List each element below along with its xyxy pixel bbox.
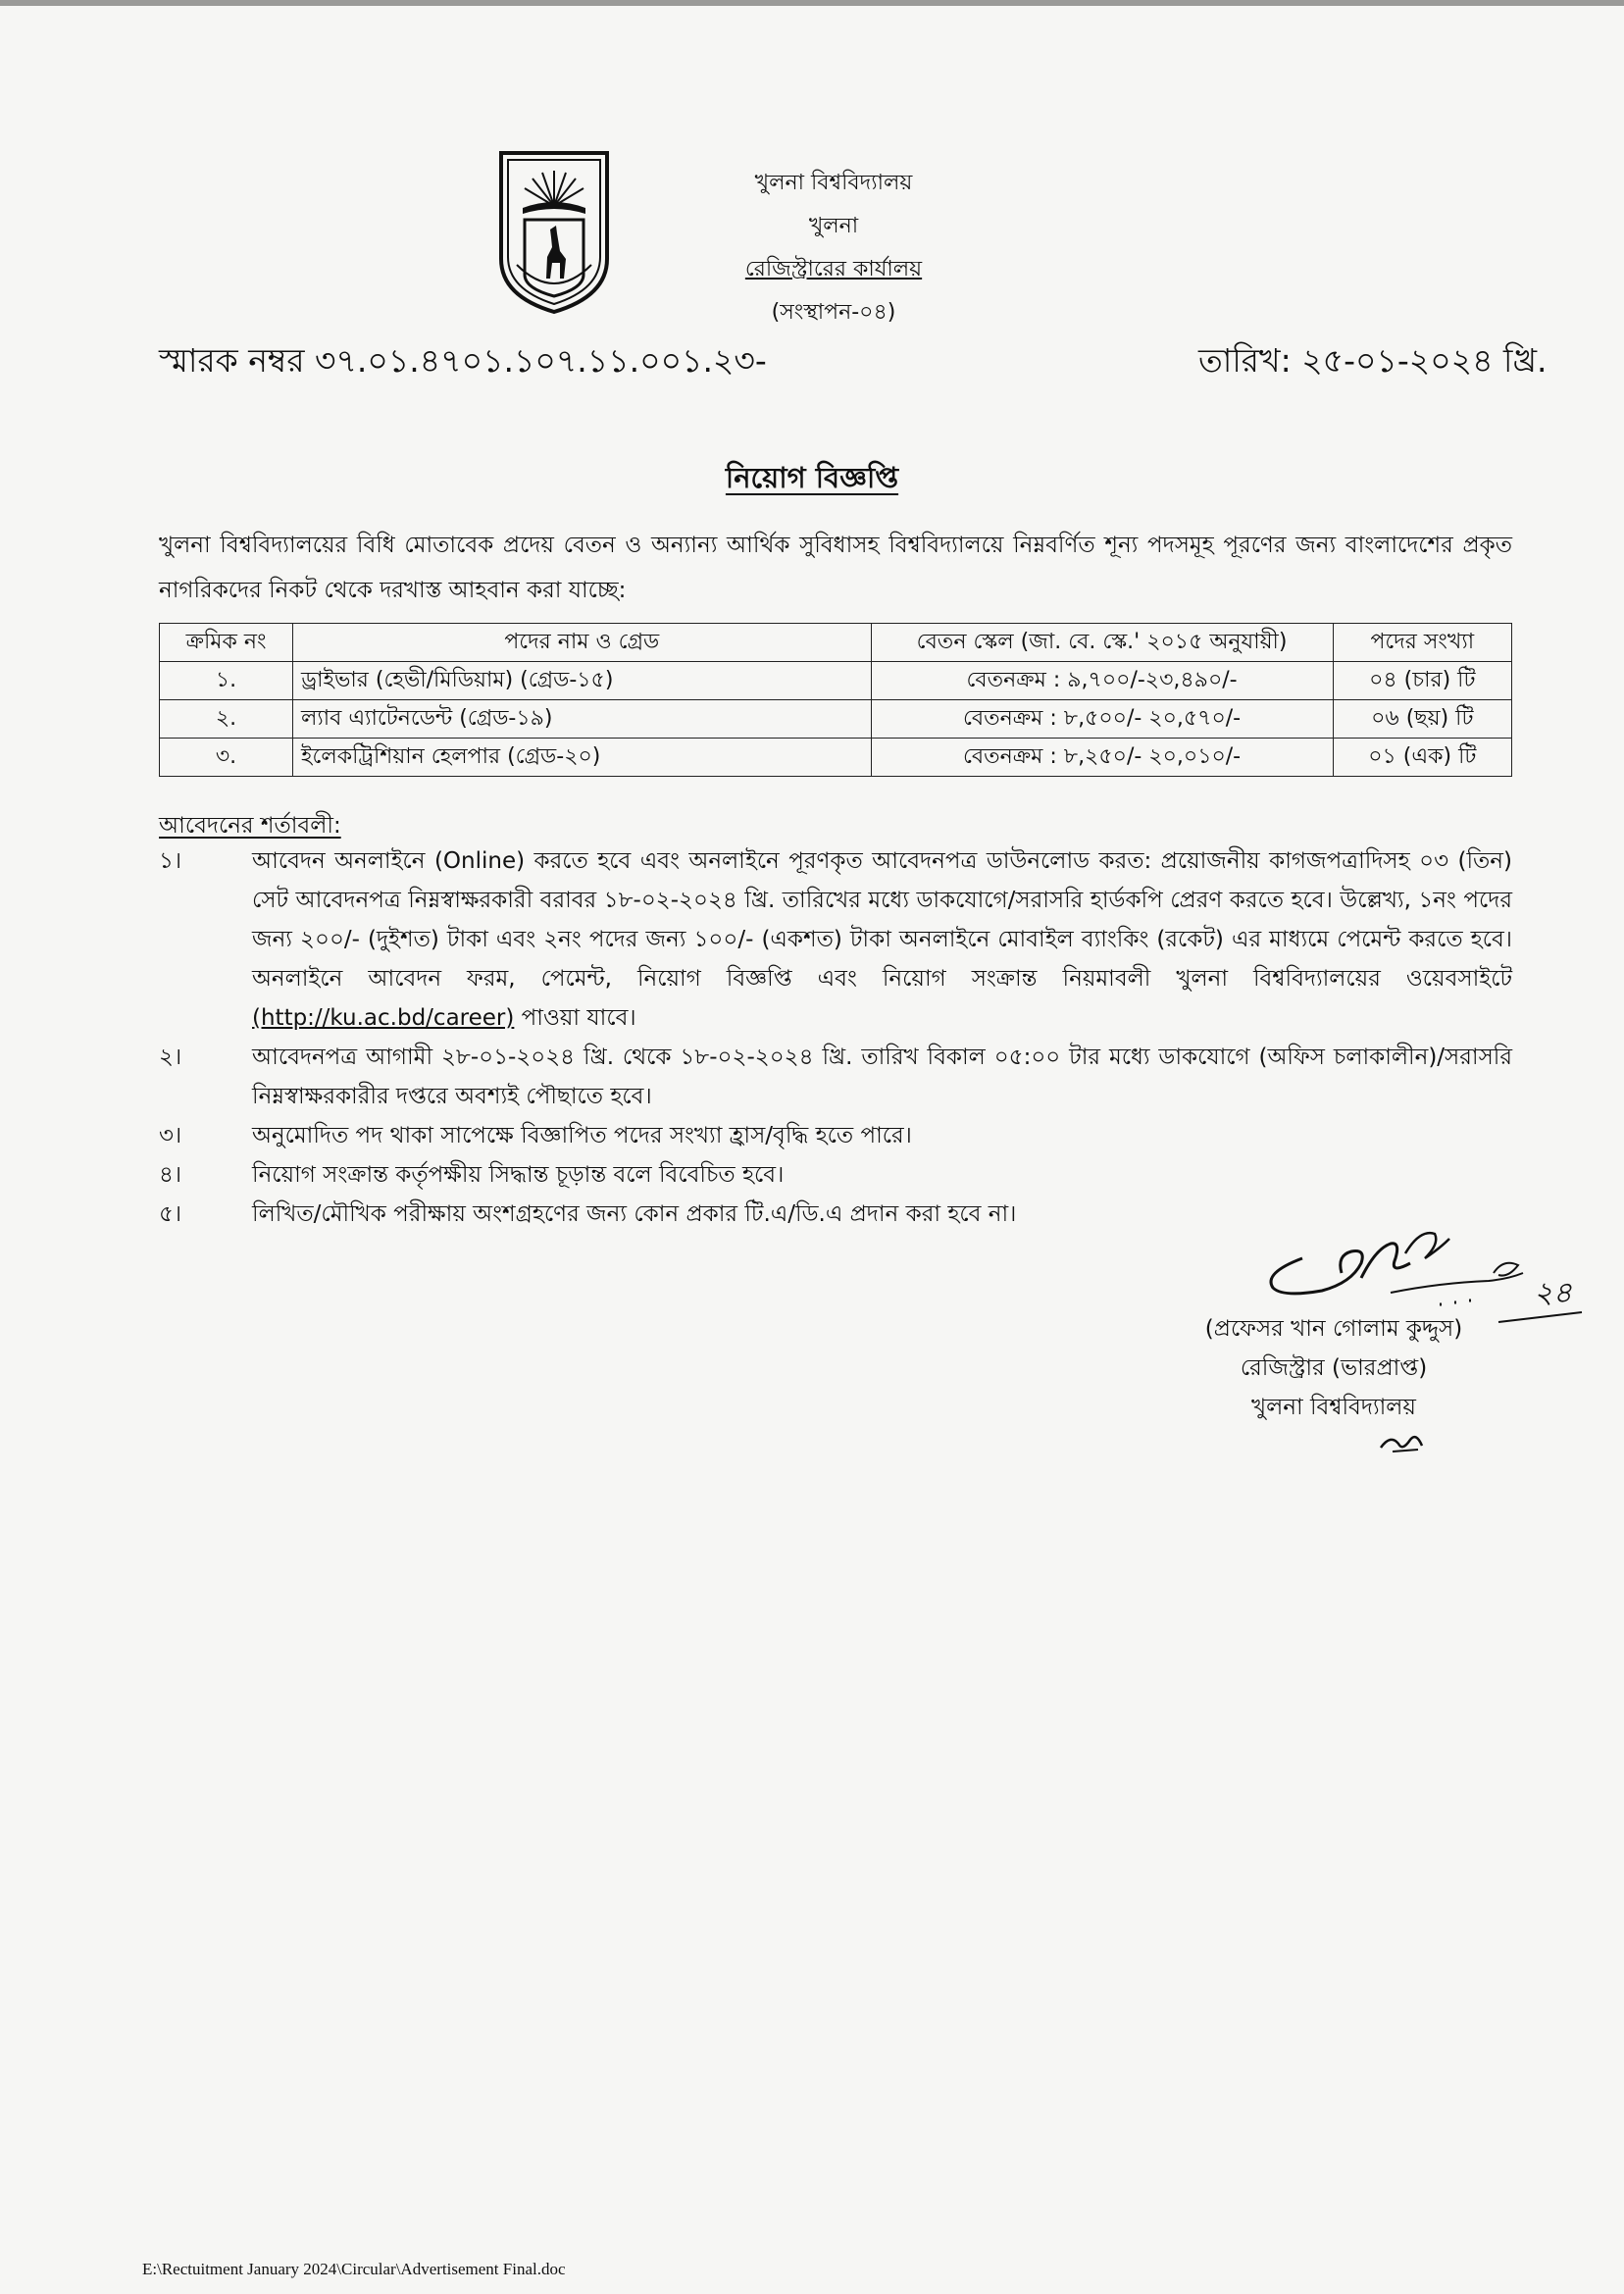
scan-edge [0, 0, 1624, 6]
row-post-name: ইলেকট্রিশিয়ান হেলপার (গ্রেড-২০) [293, 739, 872, 777]
row-serial: ১. [160, 662, 293, 700]
notice-title [0, 456, 1624, 504]
header-post-name: পদের নাম ও গ্রেড [293, 624, 872, 662]
condition-text: অনুমোদিত পদ থাকা সাপেক্ষে বিজ্ঞাপিত পদের সংখ্যা হ্রাস/বৃদ্ধি হতে পারে। [252, 1123, 912, 1148]
condition-number: ৫। [159, 1201, 182, 1227]
initials-mark-icon [1373, 1424, 1432, 1459]
notice-title-text: নিয়োগ বিজ্ঞপ্তি [725, 461, 899, 494]
header-post-count: পদের সংখ্যা [1333, 624, 1511, 662]
section-name: (সংস্থাপন-০৪) [771, 300, 896, 325]
conditions-heading: আবেদনের শর্তাবলী: [159, 813, 341, 839]
row-post-name: ল্যাব এ্যাটেনডেন্ট (গ্রেড-১৯) [293, 700, 872, 739]
signatory-designation: রেজিস্ট্রার (ভারপ্রাপ্ত) [1240, 1355, 1428, 1381]
row-serial: ৩. [160, 739, 293, 777]
condition-number: ৩। [159, 1123, 182, 1148]
posts-table [159, 623, 1512, 777]
office-name: রেজিস্ট্রারের কার্যালয় [744, 257, 923, 281]
condition-item [159, 841, 1512, 1038]
row-pay-scale: বেতনক্রম : ৮,৫০০/- ২০,৫৭০/- [871, 700, 1333, 739]
signatory-university: খুলনা বিশ্ববিদ্যালয় [1251, 1395, 1416, 1420]
condition-text: লিখিত/মৌখিক পরীক্ষায় অংশগ্রহণের জন্য কোন প্রকার টি.এ/ডি.এ প্রদান করা হবে না। [252, 1201, 1017, 1227]
table-row [160, 662, 1512, 700]
header-pay-scale: বেতন স্কেল (জা. বে. স্কে.' ২০১৫ অনুযায়ী) [871, 624, 1333, 662]
career-url-link[interactable]: (http://ku.ac.bd/career) [252, 1005, 515, 1031]
condition-number: ৪। [159, 1162, 182, 1188]
row-post-count: ০৪ (চার) টি [1333, 662, 1511, 700]
conditions-list [159, 841, 1512, 1234]
row-post-count: ০৬ (ছয়) টি [1333, 700, 1511, 739]
table-row [160, 739, 1512, 777]
office-header [686, 162, 981, 334]
city-name: খুলনা [808, 214, 859, 238]
condition-number: ২। [159, 1045, 182, 1070]
condition-number: ১। [159, 848, 182, 874]
condition-text: আবেদন অনলাইনে (Online) করতে হবে এবং অনলাইনে পূরণকৃত আবেদনপত্র ডাউনলোড করত: প্রয়োজনীয় কাগজপত্রাদিসহ ০৩ (তিন) সেট আবেদনপত্র নিম্নস্বাক্ষরকারী বরাবর ১৮-০২-২০২৪ খ্রি. তারিখের মধ্যে ডাকযোগে/সরাসরি হার্ডকপি প্রেরণ করতে হবে। উল্লেখ্য, ১নং পদের জন্য ২০০/- (দুইশত) টাকা এবং ২নং পদের জন্য ১০০/- (একশত) টাকা অনলাইনে মোবাইল ব্যাংকিং (রকেট) এর মাধ্যমে পেমেন্ট করতে হবে। অনলাইনে আবেদন ফরম, পেমেন্ট, নিয়োগ বিজ্ঞপ্তি এবং নিয়োগ সংক্রান্ত নিয়মাবলী খুলনা বিশ্ববিদ্যালয়ের ওয়েবসাইটে [252, 848, 1512, 992]
row-serial: ২. [160, 700, 293, 739]
condition-item [159, 1038, 1512, 1116]
row-post-count: ০১ (এক) টি [1333, 739, 1511, 777]
footer-file-path: E:\Rectuitment January 2024\Circular\Advertisement Final.doc [142, 2260, 566, 2278]
condition-item [159, 1116, 1512, 1155]
header-serial: ক্রমিক নং [160, 624, 293, 662]
signatory-block [1167, 1309, 1500, 1427]
intro-paragraph: খুলনা বিশ্ববিদ্যালয়ের বিধি মোতাবেক প্রদেয় বেতন ও অন্যান্য আর্থিক সুবিধাসহ বিশ্ববিদ্যালয়ে নিম্নবর্ণিত শূন্য পদসমূহ পূরণের জন্য বাংলাদেশের প্রকৃত নাগরিকদের নিকট থেকে দরখাস্ত আহবান করা যাচ্ছে: [159, 533, 1512, 603]
university-seal-icon [495, 149, 613, 316]
memo-number: স্মারক নম্বর ৩৭.০১.৪৭০১.১০৭.১১.০০১.২৩- [159, 341, 767, 380]
condition-item [159, 1155, 1512, 1195]
row-post-name: ড্রাইভার (হেভী/মিডিয়াম) (গ্রেড-১৫) [293, 662, 872, 700]
row-pay-scale: বেতনক্রম : ৮,২৫০/- ২০,০১০/- [871, 739, 1333, 777]
signatory-name: (প্রফেসর খান গোলাম কুদ্দুস) [1204, 1316, 1463, 1342]
condition-text: আবেদনপত্র আগামী ২৮-০১-২০২৪ খ্রি. থেকে ১৮-০২-২০২৪ খ্রি. তারিখ বিকাল ০৫:০০ টার মধ্যে ডাকযোগে (অফিস চলাকালীন)/সরাসরি নিম্নস্বাক্ষরকারীর দপ্তরে অবশ্যই পৌছাতে হবে। [252, 1045, 1512, 1109]
handwritten-date: ২৪ [1534, 1276, 1572, 1310]
memo-date: তারিখ: ২৫-০১-২০২৪ খ্রি. [1198, 341, 1548, 380]
university-name: খুলনা বিশ্ববিদ্যালয় [754, 171, 913, 195]
table-row [160, 700, 1512, 739]
row-pay-scale: বেতনক্রম : ৯,৭০০/-২৩,৪৯০/- [871, 662, 1333, 700]
condition-text-tail: পাওয়া যাবে। [521, 1005, 636, 1031]
condition-text: নিয়োগ সংক্রান্ত কর্তৃপক্ষীয় সিদ্ধান্ত চূড়ান্ত বলে বিবেচিত হবে। [252, 1162, 785, 1188]
table-header-row [160, 624, 1512, 662]
